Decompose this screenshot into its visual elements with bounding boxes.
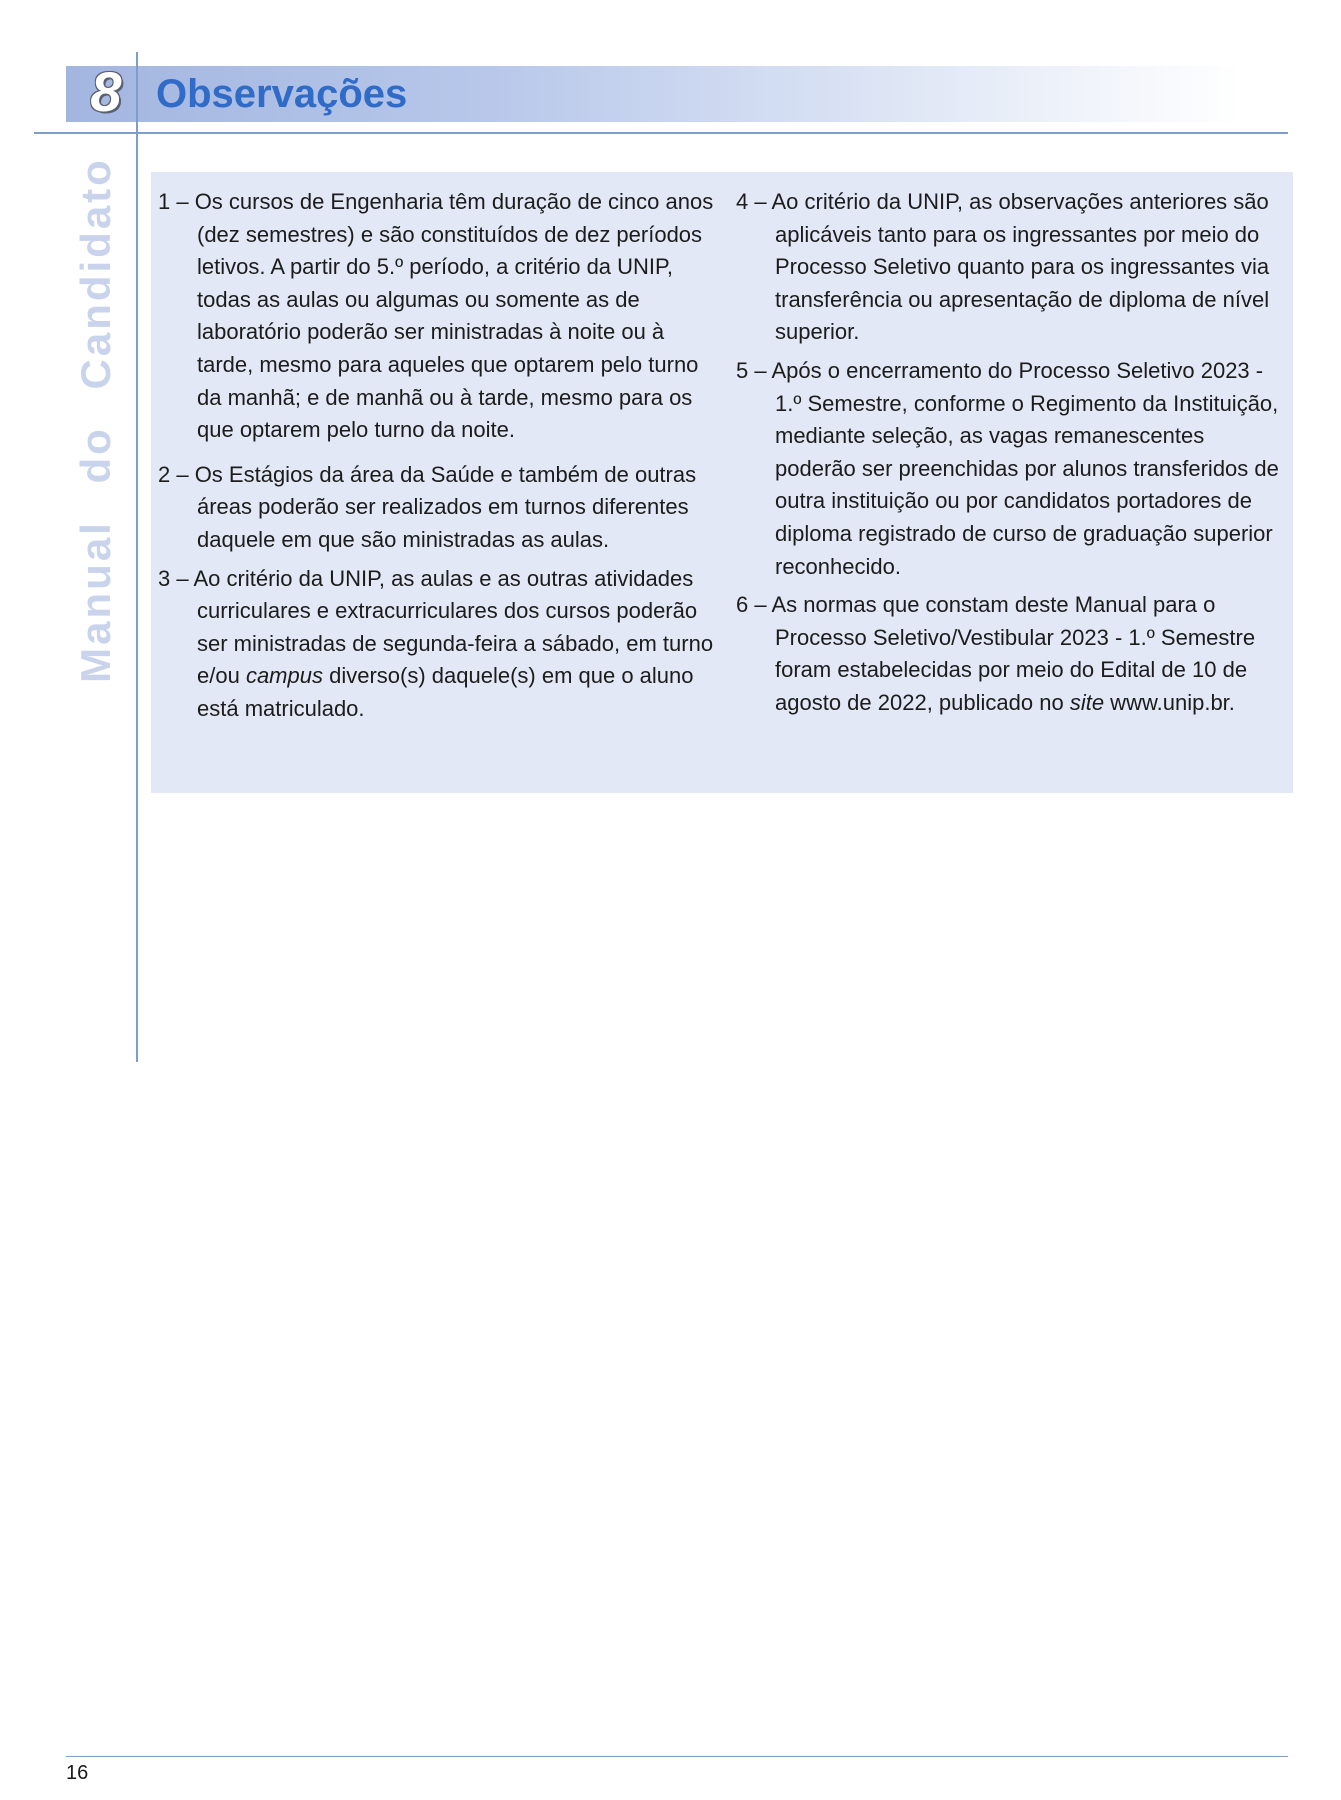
observation-item-3-emphasis: campus — [245, 663, 323, 689]
observation-item-3-text-before: 3 – Ao critério da UNIP, as aulas e as outras atividades curriculares e extracurriculares dos cursos poderão ser ministradas de segunda-feira a sábado, em turno e/ou — [158, 565, 714, 689]
observation-item-5: 5 – Após o encerramento do Processo Seletivo 2023 - 1.º Semestre, conforme o Regimento da Instituição, mediante seleção, as vagas remanescentes poderão ser preenchidas por alunos transferidos de outra instituição ou por candidatos portadores de diploma registrado de curso de graduação superior reconhecido. — [736, 357, 1279, 579]
header-rule — [34, 132, 1288, 134]
observations-column-left — [158, 186, 714, 732]
observation-item-6 — [736, 589, 1289, 719]
observation-item-1: 1 – Os cursos de Engenharia têm duração de cinco anos (dez semestres) e são constituídos de dez períodos letivos. A partir do 5.º período, a critério da UNIP, todas as aulas ou algumas ou somente as de laboratório poderão ser ministradas à noite ou à tarde, mesmo para aqueles que optarem pelo turno da manhã; e de manhã ou à tarde, mesmo para os que optarem pelo turno da noite. — [158, 189, 714, 443]
observation-item-3-text-after: diverso(s) daquele(s) em que o aluno está matriculado. — [197, 663, 694, 721]
observation-item-6-text-after: www.unip.br. — [1104, 689, 1235, 715]
section-number: 8 — [90, 60, 122, 123]
observation-item-4: 4 – Ao critério da UNIP, as observações anteriores são aplicáveis tanto para os ingressantes por meio do Processo Seletivo quanto para os ingressantes via transferência ou apresentação de diploma de nível superior. — [736, 189, 1270, 345]
observation-item-3 — [158, 563, 714, 726]
observation-item-6-emphasis: site — [1069, 689, 1105, 715]
observations-column-right — [736, 186, 1289, 726]
side-title: Manual do Candidato — [72, 157, 119, 683]
page-number: 16 — [66, 1762, 89, 1784]
observation-item-6-text-before: 6 – As normas que constam deste Manual para o Processo Seletivo/Vestibular 2023 - 1.º Semestre foram estabelecidas por meio do Edital de 10 de agosto de 2022, publicado no — [736, 592, 1256, 715]
page-title: Observações — [156, 72, 408, 116]
observation-item-2: 2 – Os Estágios da área da Saúde e também de outras áreas poderão ser realizados em turnos diferentes daquele em que são ministradas as aulas. — [158, 461, 697, 552]
footer-rule — [66, 1756, 1288, 1757]
vertical-rule — [136, 52, 138, 1062]
